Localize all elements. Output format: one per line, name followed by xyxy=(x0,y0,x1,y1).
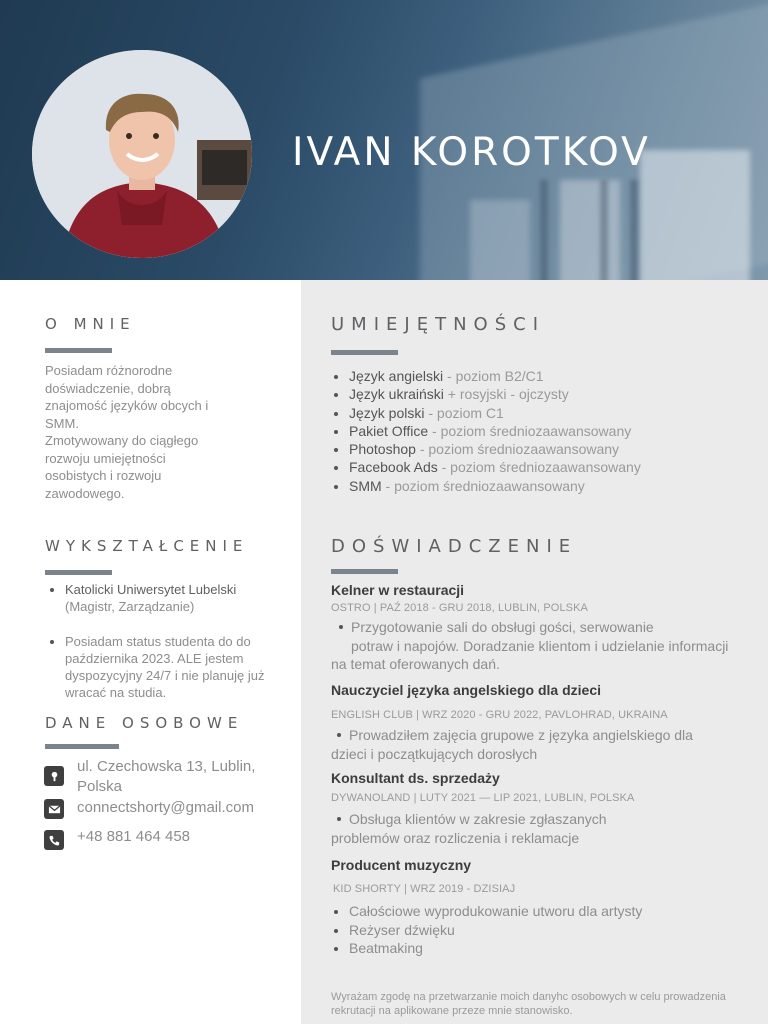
skill-item xyxy=(331,440,751,458)
education-divider xyxy=(45,570,112,575)
consent-clause: Wyrażam zgodę na przetwarzanie moich danyhc osobowych w celu prowadzenia rekrutacji na aplikowane przeze mnie stanowisko. xyxy=(331,991,726,1017)
about-line: osobistych i rozwoju xyxy=(45,468,162,483)
about-line: SMM. xyxy=(45,415,79,431)
background-building xyxy=(560,180,620,280)
about-line: Zmotywowany do ciągłego xyxy=(45,433,199,448)
background-building xyxy=(470,200,530,280)
skill-name: SMM xyxy=(349,477,382,494)
candidate-name: IVAN KOROTKOV xyxy=(292,130,651,175)
skill-level: - poziom średniozaawansowany xyxy=(428,422,632,439)
skill-item xyxy=(331,477,751,495)
about-line: doświadczenie, dobrą xyxy=(45,380,171,396)
skill-name: Pakiet Office xyxy=(349,422,429,439)
education-title: WYKSZTAŁCENIE xyxy=(45,537,249,555)
job-desc-rest: potraw i napojów. Doradzanie klientom i udzielanie informacji na temat oferowanych dań. xyxy=(331,637,729,672)
about-line: zawodowego. xyxy=(45,485,125,501)
background-stripe xyxy=(630,180,638,280)
job-meta: DYWANOLAND | LUTY 2021 — LIP 2021, LUBLIN, POLSKA xyxy=(331,792,635,804)
portrait-image xyxy=(32,50,252,258)
education-degree: (Magistr, Zarządzanie) xyxy=(65,599,195,614)
about-title: O MNIE xyxy=(45,315,136,333)
about-text xyxy=(45,362,275,502)
job-meta: KID SHORTY | WRZ 2019 - DZISIAJ xyxy=(333,883,516,895)
skills-divider xyxy=(331,350,398,355)
skill-item xyxy=(331,385,751,403)
job-task-item: Reżyser dźwięku xyxy=(331,921,751,940)
skill-name: Facebook Ads xyxy=(349,459,438,476)
skill-name: Język ukraiński xyxy=(349,386,444,403)
about-divider xyxy=(45,348,112,353)
job-meta: OSTRO | PAŹ 2018 - GRU 2018, LUBLIN, POLSKA xyxy=(331,602,588,614)
job-desc-line: Prowadziłem zajęcia grupowe z języka angielskiego dla dzieci i początkujących dorosłych xyxy=(331,727,693,762)
bullet-dot xyxy=(339,625,343,629)
skill-level: - poziom C1 xyxy=(424,404,504,421)
background-stripe xyxy=(540,180,548,280)
skill-level: - poziom B2/C1 xyxy=(443,368,544,384)
job-task-list xyxy=(331,902,751,958)
education-list xyxy=(47,581,287,719)
about-line: rozwoju umiejętności xyxy=(45,450,166,466)
bullet-dot xyxy=(337,733,341,737)
education-item xyxy=(47,581,287,615)
skill-item xyxy=(331,367,751,385)
skill-level: + rosyjski - ojczysty xyxy=(443,386,569,403)
personal-divider xyxy=(45,744,119,749)
education-item xyxy=(47,633,287,701)
contact-address xyxy=(44,757,294,799)
job-title: Nauczyciel języka angelskiego dla dzieci xyxy=(331,682,602,698)
job-description xyxy=(331,810,661,847)
address-text: ul. Czechowska 13, Lublin, Polska xyxy=(77,758,256,795)
skill-item xyxy=(331,458,751,476)
education-school: Katolicki Uniwersytet Lubelski xyxy=(65,582,237,597)
skill-name: Język polski xyxy=(349,404,425,421)
contact-phone[interactable] xyxy=(44,827,294,849)
about-line: Posiadam różnorodne xyxy=(45,363,173,378)
about-line: znajomość języków obcych i xyxy=(45,398,209,413)
job-title: Kelner w restauracji xyxy=(331,582,465,598)
skill-level: - poziom średniozaawansowany xyxy=(381,477,585,494)
background-stripe xyxy=(600,180,608,280)
skill-name: Photoshop xyxy=(349,441,416,458)
education-note: Posiadam status studenta do do października 2023. ALE jestem dyspozycyjny 24/7 i nie planuję już wracać na studia. xyxy=(65,634,265,700)
profile-photo xyxy=(32,50,252,258)
job-description xyxy=(331,618,731,674)
skill-item xyxy=(331,422,751,440)
job-desc-line: Przygotowanie sali do obsługi gości, serwowanie xyxy=(351,619,654,635)
job-task-item: Całościowe wyprodukowanie utworu dla artysty xyxy=(331,902,751,921)
email-icon xyxy=(44,799,64,819)
skill-level: - poziom średniozaawansowany xyxy=(437,459,641,476)
experience-title: DOŚWIADCZENIE xyxy=(331,536,578,557)
skill-item xyxy=(331,404,751,422)
location-icon xyxy=(44,766,64,786)
job-description xyxy=(331,726,731,763)
contact-email[interactable] xyxy=(44,798,294,820)
email-text[interactable]: connectshorty@gmail.com xyxy=(77,799,254,816)
header-banner xyxy=(0,0,768,280)
personal-title: DANE OSOBOWE xyxy=(45,714,244,732)
job-title: Konsultant ds. sprzedaży xyxy=(331,770,500,786)
bullet-dot xyxy=(337,817,341,821)
phone-text[interactable]: +48 881 464 458 xyxy=(77,828,191,845)
skill-level: - poziom średniozaawansowany xyxy=(415,441,620,458)
skills-title: UMIEJĘTNOŚCI xyxy=(331,314,545,335)
phone-icon xyxy=(44,830,64,850)
skills-list xyxy=(331,367,751,495)
job-meta: ENGLISH CLUB | WRZ 2020 - GRU 2022, PAVLOHRAD, UKRAINA xyxy=(331,709,668,721)
job-task-item: Beatmaking xyxy=(331,939,751,958)
job-desc-line: Obsługa klientów w zakresie zgłaszanych problemów oraz rozliczenia i reklamacje xyxy=(331,811,607,846)
experience-divider xyxy=(331,569,398,574)
skill-name: Język angielski xyxy=(349,368,444,384)
job-title: Producent muzyczny xyxy=(331,857,472,873)
